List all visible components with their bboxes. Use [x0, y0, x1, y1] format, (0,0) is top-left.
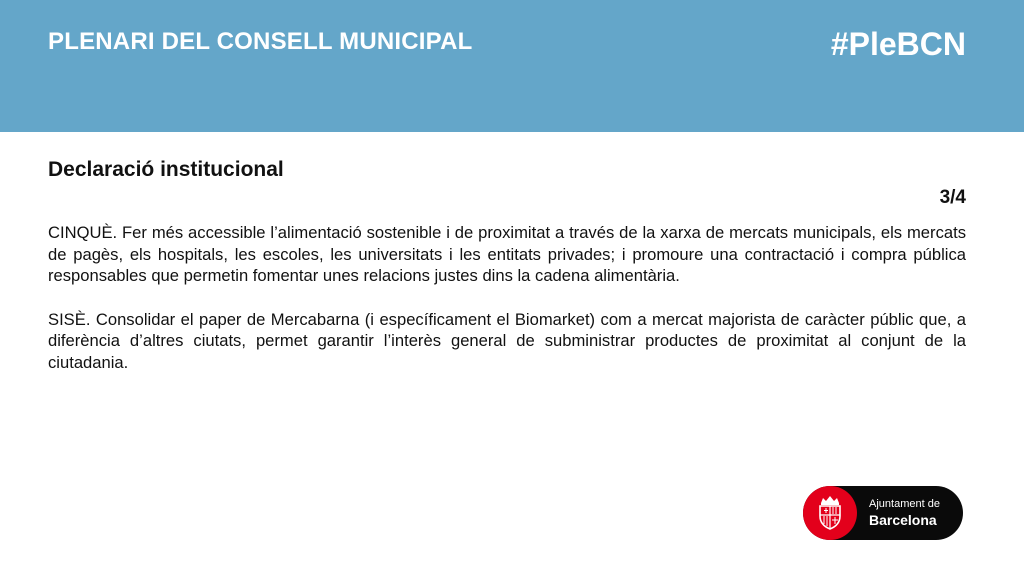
barcelona-coat-of-arms-icon	[803, 486, 857, 540]
ajuntament-barcelona-logo	[803, 486, 963, 540]
plenary-title: PLENARI DEL CONSELL MUNICIPAL	[48, 28, 473, 55]
section-title: Declaració institucional	[48, 158, 284, 181]
logo-text-ajuntament: Ajuntament de	[869, 498, 940, 510]
declaration-body	[48, 222, 966, 395]
page-number: 3/4	[939, 187, 966, 208]
paragraph-cinque: CINQUÈ. Fer més accessible l’alimentació sostenible i de proximitat a través de la xarxa de mercats municipals, els mercats de pagès, els hospitals, les escoles, les universitats i les entitats privades; i promoure una contractació i compra pública responsables que permetin fomentar unes relacions justes dins la cadena alimentària.	[48, 223, 966, 285]
hashtag: #PleBCN	[830, 26, 966, 62]
header-banner	[0, 0, 1024, 132]
logo-text-barcelona: Barcelona	[869, 512, 937, 528]
paragraph-sise: SISÈ. Consolidar el paper de Mercabarna (i específicament el Biomarket) com a mercat majorista de caràcter públic que, a diferència d’altres ciutats, permet garantir l’interès general de subministrar productes de proximitat al conjunt de la ciutadania.	[48, 309, 966, 372]
